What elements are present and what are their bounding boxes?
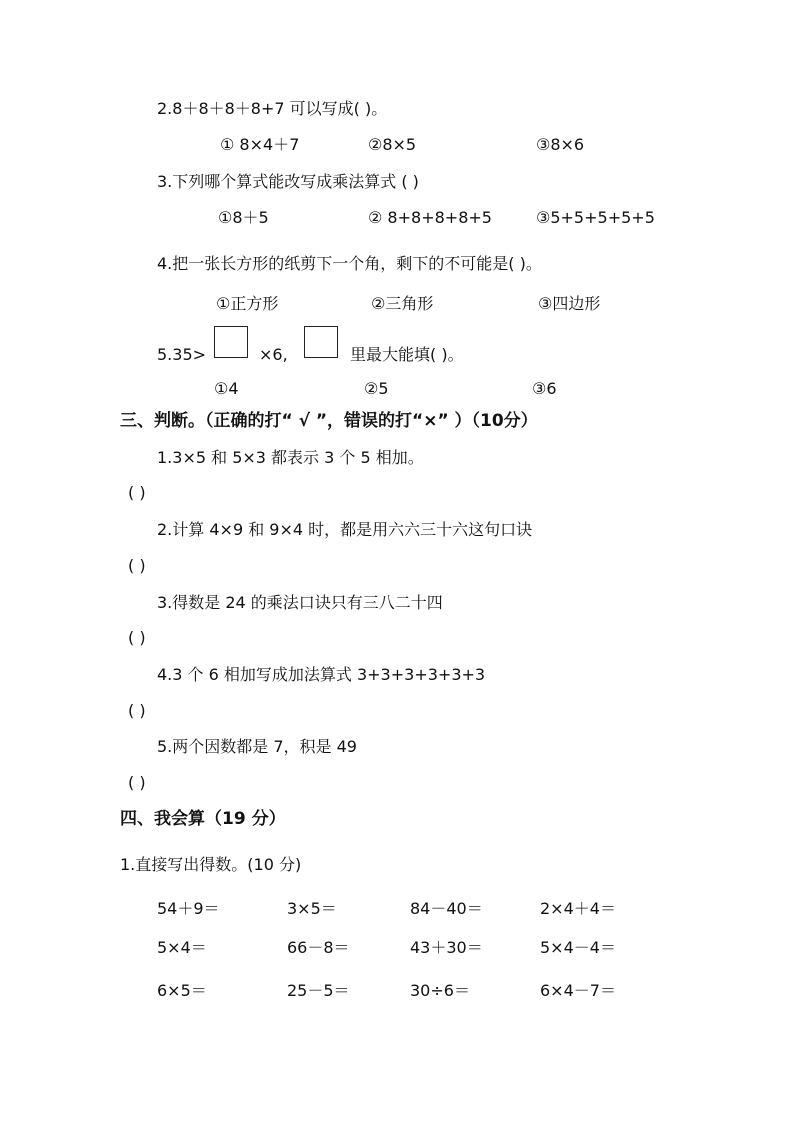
answer-box — [214, 326, 248, 358]
question-5-part-2: ×6, — [259, 345, 288, 364]
calc-problem: 6×4－7＝ — [540, 981, 616, 1000]
calc-problem: 5×4＝ — [157, 938, 207, 957]
judgement-item-5: 5.两个因数都是 7，积是 49 — [157, 737, 357, 756]
calc-problem: 5×4－4＝ — [540, 938, 616, 957]
question-4-option-1: ①正方形 — [216, 294, 279, 313]
question-4-stem: 4.把一张长方形的纸剪下一个角，剩下的不可能是( )。 — [157, 254, 542, 273]
section-3-heading: 三、判断。（正确的打“ √ ”，错误的打“×” ）（10分） — [120, 411, 538, 431]
judgement-blank-2: ( ) — [128, 556, 146, 575]
calc-problem: 43＋30＝ — [410, 938, 483, 957]
question-5-part-1: 5.35> — [157, 345, 207, 364]
judgement-item-4: 4.3 个 6 相加写成加法算式 3+3+3+3+3+3 — [157, 665, 486, 684]
question-4-option-3: ③四边形 — [538, 294, 601, 313]
judgement-item-3: 3.得数是 24 的乘法口诀只有三八二十四 — [157, 593, 443, 612]
calc-problem: 2×4＋4＝ — [540, 899, 616, 918]
question-5-option-2: ②5 — [364, 379, 389, 398]
calc-problem: 84－40＝ — [410, 899, 483, 918]
calc-problem: 6×5＝ — [157, 981, 207, 1000]
judgement-blank-3: ( ) — [128, 628, 146, 647]
question-2-stem: 2.8＋8＋8＋8+7 可以写成( )。 — [157, 99, 388, 118]
judgement-item-2: 2.计算 4×9 和 9×4 时，都是用六六三十六这句口诀 — [157, 520, 533, 539]
calc-problem: 54＋9＝ — [157, 899, 220, 918]
calc-problem: 3×5＝ — [287, 899, 337, 918]
question-3-option-1: ①8＋5 — [218, 208, 269, 227]
answer-box — [304, 326, 338, 358]
calc-problem: 25－5＝ — [287, 981, 350, 1000]
section-4-subheading: 1.直接写出得数。(10 分) — [120, 855, 302, 874]
judgement-blank-4: ( ) — [128, 701, 146, 720]
question-2-option-2: ②8×5 — [368, 135, 417, 154]
question-3-option-3: ③5+5+5+5+5 — [536, 208, 655, 227]
section-4-heading: 四、我会算（19 分） — [120, 809, 286, 829]
judgement-item-1: 1.3×5 和 5×3 都表示 3 个 5 相加。 — [157, 448, 424, 467]
judgement-blank-5: ( ) — [128, 773, 146, 792]
question-5-option-3: ③6 — [532, 379, 557, 398]
question-4-option-2: ②三角形 — [371, 294, 434, 313]
question-3-option-2: ② 8+8+8+8+5 — [368, 208, 492, 227]
question-2-option-3: ③8×6 — [536, 135, 585, 154]
calc-problem: 66－8＝ — [287, 938, 350, 957]
calc-problem: 30÷6＝ — [410, 981, 470, 1000]
question-5-part-3: 里最大能填( )。 — [350, 345, 464, 364]
question-5-option-1: ①4 — [214, 379, 239, 398]
judgement-blank-1: ( ) — [128, 483, 146, 502]
question-2-option-1: ① 8×4＋7 — [220, 135, 300, 154]
question-3-stem: 3.下列哪个算式能改写成乘法算式 ( ) — [157, 172, 419, 191]
